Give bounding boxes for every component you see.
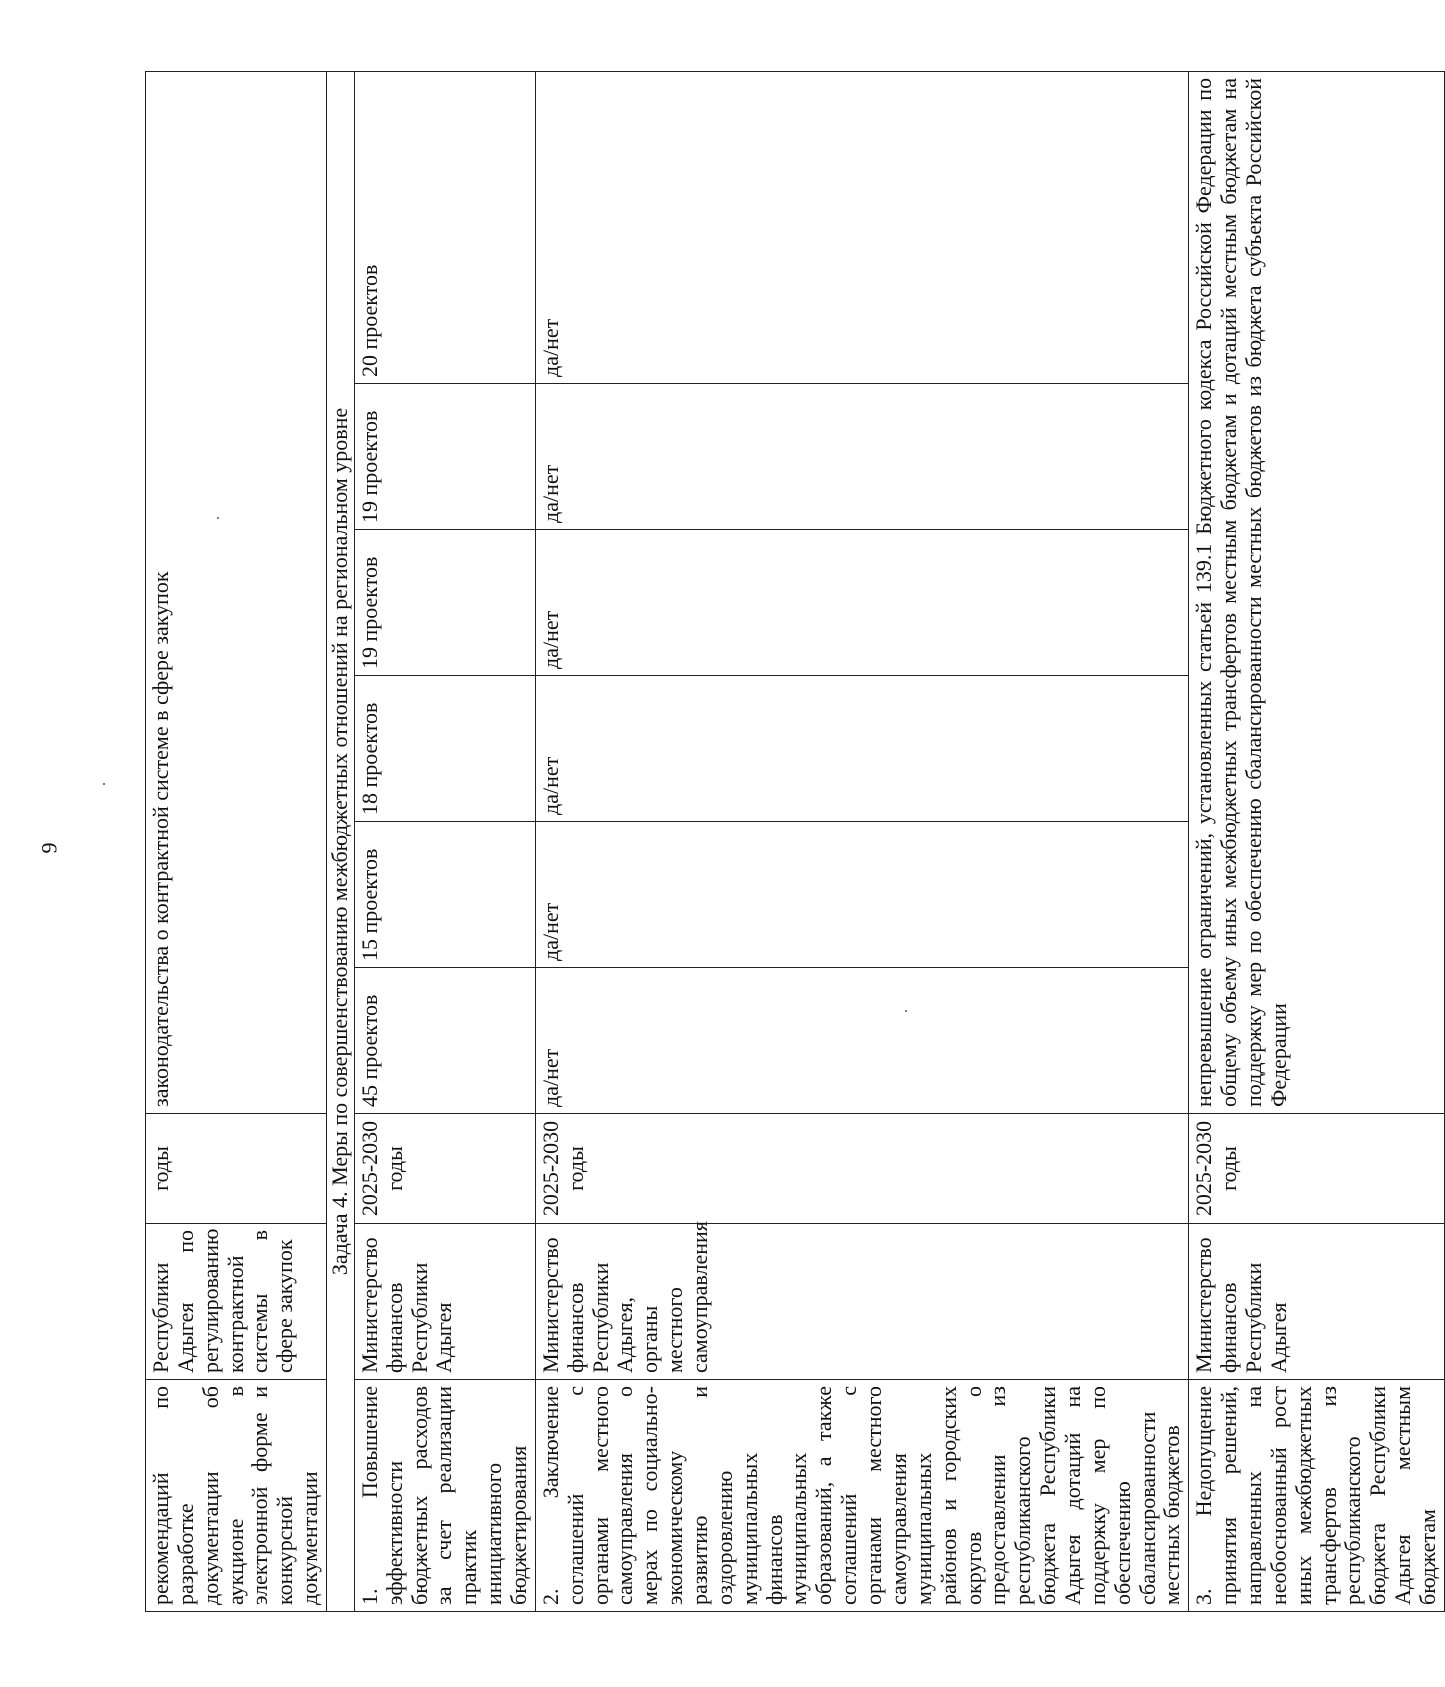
measure-cell: 1. Повышение эффективности бюджетных расходов за счет реализации практик инициативного бюджетирования <box>354 1380 535 1612</box>
value-cell: да/нет <box>535 71 1188 383</box>
measures-table <box>145 71 1445 1612</box>
executor-cell: Министерство финансов Республики Адыгея <box>354 1224 535 1380</box>
value-cell: да/нет <box>535 384 1188 530</box>
indicator-cell: непревышение ограничений, установленных статьей 139.1 Бюджетного кодекса Российской Федерации по общему объему иных межбюджетных трансфертов местным бюджетам и дотаций местным бюджетам на поддержку мер по обеспечению сбалансированности местных бюджетов из бюджета субъекта Российской Федерации <box>1189 71 1445 1113</box>
value-cell: да/нет <box>535 822 1188 968</box>
task-header: Задача 4. Меры по совершенствованию межбюджетных отношений на региональном уровне <box>327 71 355 1611</box>
measure-cell: 2. Заключение соглашений с органами местного самоуправления о мерах по социально-экономическому развитию и оздоровлению муниципальных финансов муниципальных образований, а также соглашений с органами местного самоуправления муниципальных районов и городских округов о предоставлении из республиканского бюджета Республики Адыгея дотаций на поддержку мер по обеспечению сбалансированности местных бюджетов <box>535 1380 1188 1612</box>
value-cell: да/нет <box>535 676 1188 822</box>
value-cell: 20 проектов <box>354 71 535 383</box>
term-cell: 2025-2030 годы <box>1189 1114 1445 1224</box>
page-number: 9 <box>36 842 62 854</box>
value-cell: да/нет <box>535 968 1188 1114</box>
task-header-row <box>327 71 355 1611</box>
rotated-table-area <box>145 72 1440 1612</box>
value-cell: 19 проектов <box>354 530 535 676</box>
term-cell: 2025-2030 годы <box>535 1114 1188 1224</box>
table-row <box>1189 71 1445 1611</box>
value-cell: да/нет <box>535 530 1188 676</box>
table-row <box>535 71 1188 1611</box>
value-cell: 15 проектов <box>354 822 535 968</box>
value-cell: 19 проектов <box>354 384 535 530</box>
executor-cell: Республики Адыгея по регулированию контрактной системы в сфере закупок <box>146 1224 327 1380</box>
value-cell: 18 проектов <box>354 676 535 822</box>
indicator-cell: законодательства о контрактной системе в сфере закупок <box>146 71 327 1113</box>
scan-speck <box>103 783 105 785</box>
executor-cell: Министерство финансов Республики Адыгея <box>1189 1224 1445 1380</box>
measure-cell: 3. Недопущение принятия решений, направленных на необоснованный рост иных межбюджетных трансфертов из республиканского бюджета Республики Адыгея местным бюджетам <box>1189 1380 1445 1612</box>
measure-cell: рекомендаций по разработке документации об аукционе в электронной форме и конкурсной документации <box>146 1380 327 1612</box>
value-cell: 45 проектов <box>354 968 535 1114</box>
table-row <box>354 71 535 1611</box>
executor-cell: Министерство финансов Республики Адыгея, органы местного самоуправления <box>535 1224 1188 1380</box>
term-cell: 2025-2030 годы <box>354 1114 535 1224</box>
term-cell: годы <box>146 1114 327 1224</box>
continued-row <box>146 71 327 1611</box>
